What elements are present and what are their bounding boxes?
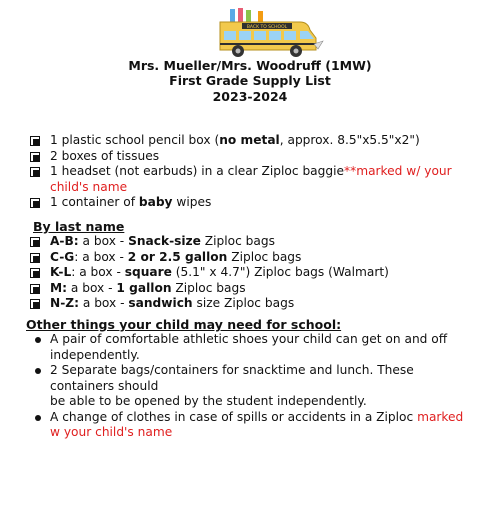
other-things-list <box>30 332 475 441</box>
item-text: 2 Separate bags/containers for snacktime and lunch. These containers should <box>50 363 414 393</box>
item-red-note: marked w your child's name <box>50 409 464 439</box>
item-text: wipes <box>172 195 212 209</box>
checkbox-icon <box>30 167 40 177</box>
list-item <box>30 250 480 266</box>
general-items-list <box>30 133 480 211</box>
list-item <box>30 410 475 441</box>
item-text: Ziploc bags <box>200 234 275 248</box>
item-text: a box - <box>78 234 129 248</box>
last-name-heading: By last name <box>33 219 125 234</box>
item-text: Ziploc bags <box>227 249 302 264</box>
school-year: 2023-2024 <box>212 89 288 104</box>
list-item <box>30 164 480 195</box>
school-bus-graphic <box>212 8 324 60</box>
bus-sign-text: BACK TO SCHOOL <box>246 25 288 30</box>
item-text: A pair of comfortable athletic shoes your child can get on and off independently. <box>50 332 448 362</box>
item-text: 1 container of <box>50 195 139 209</box>
item-text-continued: be able to be opened by the student independently. <box>50 394 367 408</box>
list-item <box>30 296 480 312</box>
checkbox-icon <box>30 284 40 294</box>
item-text: a box - <box>78 296 129 310</box>
checkbox-icon <box>30 299 40 309</box>
checkbox-icon <box>30 237 40 247</box>
item-bold: baby <box>138 195 173 209</box>
list-item <box>30 133 480 149</box>
school-bus-icon <box>212 8 324 60</box>
name-range: M: <box>50 280 68 295</box>
item-text: size Ziploc bags <box>192 296 295 310</box>
item-text: 1 plastic school pencil box ( <box>50 133 220 147</box>
list-item <box>30 195 480 211</box>
item-text: (5.1" x 4.7") Ziploc bags (Walmart) <box>171 265 389 279</box>
item-text: A change of clothes in case of spills or accidents in a Ziploc <box>50 409 418 424</box>
list-item <box>30 332 475 363</box>
item-text: : a box - <box>74 249 128 264</box>
checkbox-icon <box>30 253 40 263</box>
name-range: C-G <box>50 249 75 264</box>
item-text: , approx. 8.5"x5.5"x2") <box>279 133 420 147</box>
checkbox-icon <box>30 136 40 146</box>
item-bold: 2 or 2.5 gallon <box>127 249 228 264</box>
checkbox-icon <box>30 268 40 278</box>
bullet-icon <box>35 337 41 343</box>
list-item <box>30 265 480 281</box>
item-text: 1 headset (not earbuds) in a clear Ziploc baggie <box>50 164 345 178</box>
checkbox-icon <box>30 152 40 162</box>
name-range: A-B: <box>50 234 79 248</box>
item-text: : a box - <box>71 265 125 279</box>
list-item <box>30 149 480 165</box>
name-range: K-L <box>50 265 72 279</box>
item-bold: Snack-size <box>128 234 201 248</box>
list-title: First Grade Supply List <box>169 73 331 88</box>
list-item <box>30 234 480 250</box>
item-text: 2 boxes of tissues <box>50 148 160 163</box>
checkbox-icon <box>30 198 40 208</box>
other-things-heading: Other things your child may need for school: <box>26 317 342 332</box>
list-item <box>30 363 475 410</box>
teachers-heading: Mrs. Mueller/Mrs. Woodruff (1MW) <box>128 58 372 73</box>
name-range: N-Z: <box>50 296 79 310</box>
item-bold: square <box>124 265 172 279</box>
item-text: a box - <box>67 280 117 295</box>
bullet-icon <box>35 415 41 421</box>
bullet-icon <box>35 368 41 374</box>
item-text: Ziploc bags <box>171 280 246 295</box>
list-item <box>30 281 480 297</box>
item-bold: sandwich <box>128 296 193 310</box>
item-red-note: **marked w/ your child's name <box>50 164 452 194</box>
item-bold: 1 gallon <box>116 280 172 295</box>
item-bold: no metal <box>219 133 280 147</box>
last-name-list <box>30 234 480 312</box>
